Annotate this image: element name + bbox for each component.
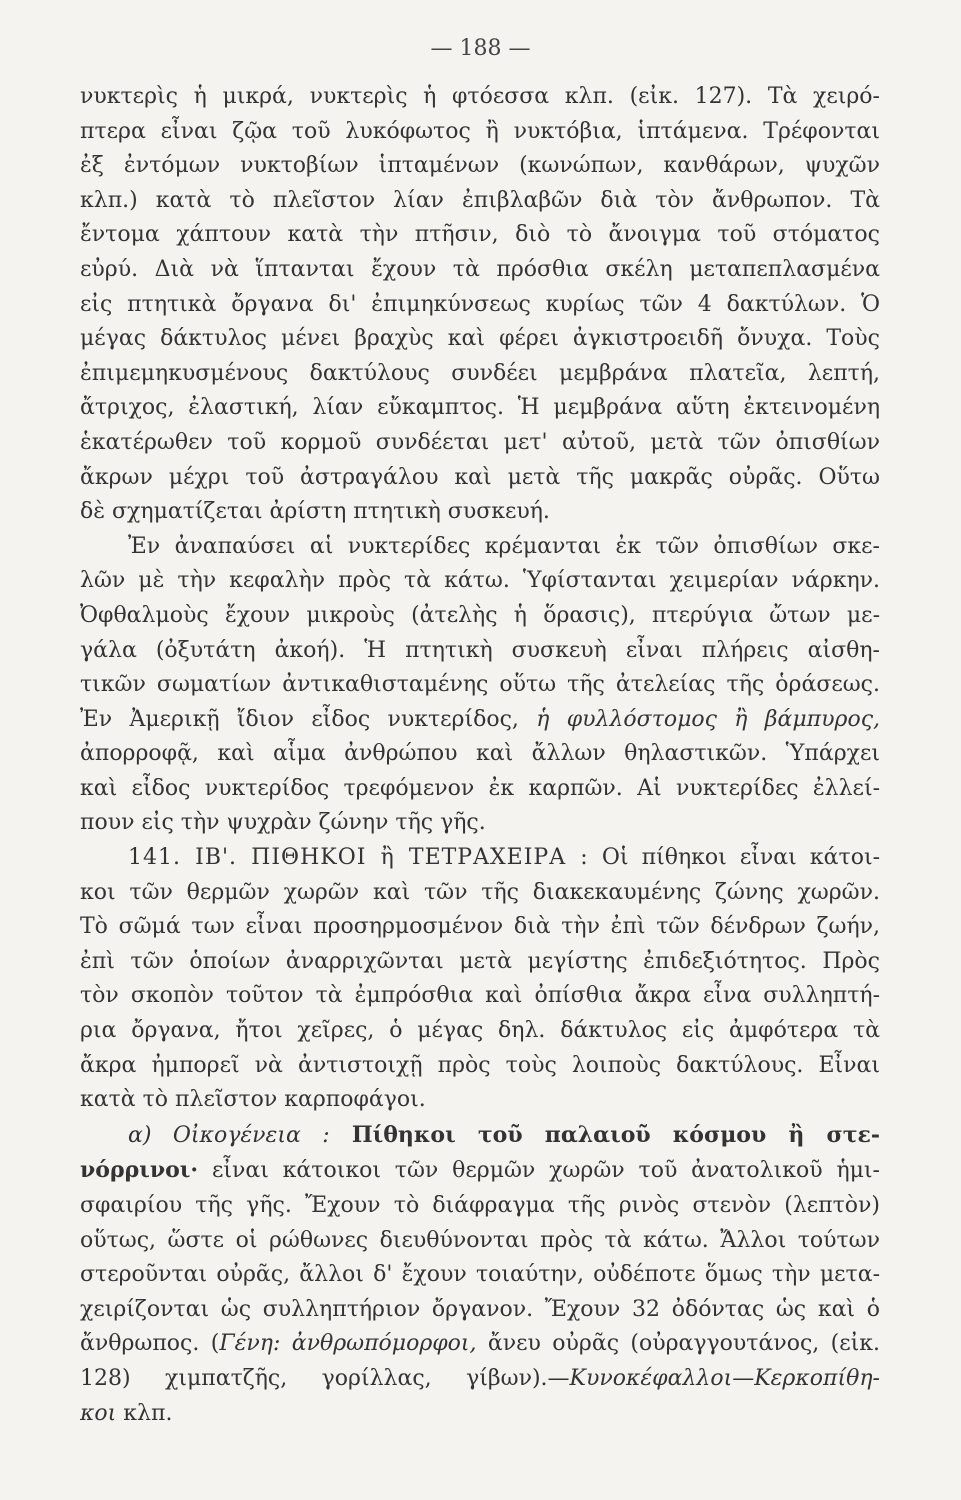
text-line: χειρίζονται ὡς συλληπτήριον ὄργανον. Ἔχουν 32 ὀδόντας ὡς καὶ ὁ (80, 1296, 880, 1322)
genera-label: Γένη: (219, 1331, 281, 1357)
text-line: κοι τῶν θερμῶν χωρῶν καὶ τῶν τῆς διακεκαυμένης ζώνης χωρῶν. (80, 879, 880, 905)
genus-name: κοι (80, 1400, 117, 1426)
text-line: ἐπιμεμηκυσμένους δακτύλους συνδέει μεμβράνα πλατεῖα, λεπτή, (80, 360, 880, 386)
paragraph-bat-habits (80, 530, 880, 841)
text-segment: 128) χιμπατζῆς, γορίλλας, γίβων).— (80, 1365, 570, 1391)
text-line: νυκτερὶς ἡ μικρά, νυκτερὶς ἡ φτόεσσα κλπ. (εἰκ. 127). Τὰ χειρό- (80, 84, 880, 109)
paragraph-family-a (80, 1118, 880, 1431)
text-segment: κλπ. (116, 1400, 173, 1426)
text-line: ἀπορροφᾷ, καὶ αἷμα ἀνθρώπου καὶ ἄλλων θηλαστικῶν. Ὑπάρχει (80, 741, 880, 767)
text-line: λῶν μὲ τὴν κεφαλὴν πρὸς τὰ κάτω. Ὑφίστανται χειμερίαν νάρκην. (80, 568, 880, 594)
text-line (80, 1327, 880, 1362)
text-line: πουν εἰς τὴν ψυχρὰν ζώνην τῆς γῆς. (80, 810, 486, 836)
text-line: καὶ εἶδος νυκτερίδος τρεφόμενον ἐκ καρπῶν. Αἱ νυκτερίδες ἐλλεί- (80, 775, 880, 801)
text-segment: ἄνευ οὐρᾶς (οὐραγγουτάνος, (εἰκ. (476, 1331, 880, 1357)
text-line: ἑκατέρωθεν τοῦ κορμοῦ συνδέεται μετ' αὐτοῦ, μετὰ τῶν ὀπισθίων (80, 429, 880, 455)
section-heading: 141. ΙΒ'. ΠΙΘΗΚΟΙ ἢ ΤΕΤΡΑΧΕΙΡΑ : (128, 845, 589, 871)
section-141-primates (80, 841, 880, 1118)
text-line: ἔντομα χάπτουν κατὰ τὴν πτῆσιν, διὸ τὸ ἄνοιγμα τοῦ στόματος (80, 222, 880, 248)
genus-name: Κυνοκέφαλλοι—Κερκοπίθη- (569, 1365, 880, 1391)
text-line: οὕτως, ὥστε οἱ ρώθωνες διευθύνονται πρὸς τὰ κάτω. Ἄλλοι τούτων (80, 1227, 880, 1253)
text-line (80, 1362, 880, 1397)
text-line: στεροῦνται οὐρᾶς, ἄλλοι δ' ἔχουν τοιαύτην, οὐδέποτε ὅμως τὴν μετα- (80, 1262, 880, 1288)
genus-name: ἀνθρωπόμορφοι, (280, 1331, 477, 1357)
text-segment: Οἱ πίθηκοι εἶναι κάτοι- (588, 845, 880, 871)
family-label: α) Οἰκογένεια : (128, 1122, 330, 1148)
text-line (80, 703, 880, 738)
text-line: εὐρύ. Διὰ νὰ ἵπτανται ἔχουν τὰ πρόσθια σκέλη μεταπεπλασμένα (80, 256, 880, 282)
text-line: τὸν σκοπὸν τοῦτον τὰ ἐμπρόσθια καὶ ὀπίσθια ἄκρα εἶνα συλληπτή- (80, 983, 880, 1009)
text-line: Ὀφθαλμοὺς ἔχουν μικροὺς (ἀτελὴς ἡ ὅρασις), πτερύγια ὤτων με- (80, 602, 880, 628)
text-line: μέγας δάκτυλος μένει βραχὺς καὶ φέρει ἀγκιστροειδῆ ὄνυχα. Τοὺς (80, 326, 880, 352)
text-line: Ἐν ἀναπαύσει αἱ νυκτερίδες κρέμανται ἐκ τῶν ὀπισθίων σκε- (128, 533, 880, 559)
species-name: ἡ φυλλόστομος ἢ βάμπυρος, (536, 706, 880, 732)
text-line: ἐπὶ τῶν ὁποίων ἀναρριχῶνται μετὰ μεγίστης ἐπιδεξιότητος. Πρὸς (80, 948, 880, 974)
text-line: ρια ὄργανα, ἤτοι χεῖρες, ὁ μέγας δηλ. δάκτυλος εἰς ἀμφότερα τὰ (80, 1018, 880, 1044)
text-line (80, 1153, 880, 1189)
text-line: κλπ.) κατὰ τὸ πλεῖστον λίαν ἐπιβλαβῶν διὰ τὸν ἄνθρωπον. Τὰ (80, 187, 880, 213)
text-line: κατὰ τὸ πλεῖστον καρποφάγοι. (80, 1087, 426, 1113)
text-line: σφαιρίου τῆς γῆς. Ἔχουν τὸ διάφραγμα τῆς ρινὸς στενὸν (λεπτὸν) (80, 1193, 880, 1218)
text-line (80, 841, 880, 876)
text-line: εἰς πτητικὰ ὄργανα δι' ἐπιμηκύνσεως κυρίως τῶν 4 δακτύλων. Ὁ (80, 291, 880, 317)
text-line: γάλα (ὀξυτάτη ἀκοή). Ἡ πτητικὴ συσκευὴ εἶναι πλήρεις αἰσθη- (80, 637, 880, 663)
text-segment: εἶναι κάτοικοι τῶν θερμῶν χωρῶν τοῦ ἀνατολικοῦ ἡμι- (198, 1158, 880, 1184)
text-segment: Ἐν Ἀμερικῇ ἴδιον εἶδος νυκτερίδος, (80, 706, 537, 732)
text-line: Τὸ σῶμά των εἶναι προσηρμοσμένον διὰ τὴν ἐπὶ τῶν δένδρων ζωήν, (80, 914, 880, 940)
text-line: ἄκρων μέχρι τοῦ ἀστραγάλου καὶ μετὰ τῆς μακρᾶς οὐρᾶς. Οὕτω (80, 464, 880, 490)
text-segment: ἄνθρωπος. ( (80, 1331, 220, 1357)
body-text (80, 80, 880, 1431)
text-line: πτερα εἶναι ζῷα τοῦ λυκόφωτος ἢ νυκτόβια, ἱπτάμενα. Τρέφονται (80, 118, 880, 144)
text-line: ἄτριχος, ἐλαστική, λίαν εὔκαμπτος. Ἡ μεμβράνα αὕτη ἐκτεινομένη (80, 395, 880, 421)
paragraph-chiroptera (80, 80, 880, 530)
text-line (80, 1397, 880, 1432)
text-line: ἐξ ἐντόμων νυκτοβίων ἱπταμένων (κωνώπων, κανθάρων, ψυχῶν (80, 153, 880, 179)
text-line: τικῶν σωματίων ἀντικαθισταμένης οὕτω τῆς ἀτελείας τῆς ὁράσεως. (80, 672, 880, 698)
page-number: — 188 — (430, 36, 531, 61)
family-title: Πίθηκοι τοῦ παλαιοῦ κόσμου ἢ στε- (329, 1121, 880, 1148)
family-title: νόρρινοι· (80, 1157, 199, 1184)
text-line: ἄκρα ἠμπορεῖ νὰ ἀντιστοιχῇ πρὸς τοὺς λοιποὺς δακτύλους. Εἶναι (80, 1052, 880, 1078)
text-line (80, 1118, 880, 1154)
text-line: δὲ σχηματίζεται ἀρίστη πτητικὴ συσκευή. (80, 499, 550, 525)
